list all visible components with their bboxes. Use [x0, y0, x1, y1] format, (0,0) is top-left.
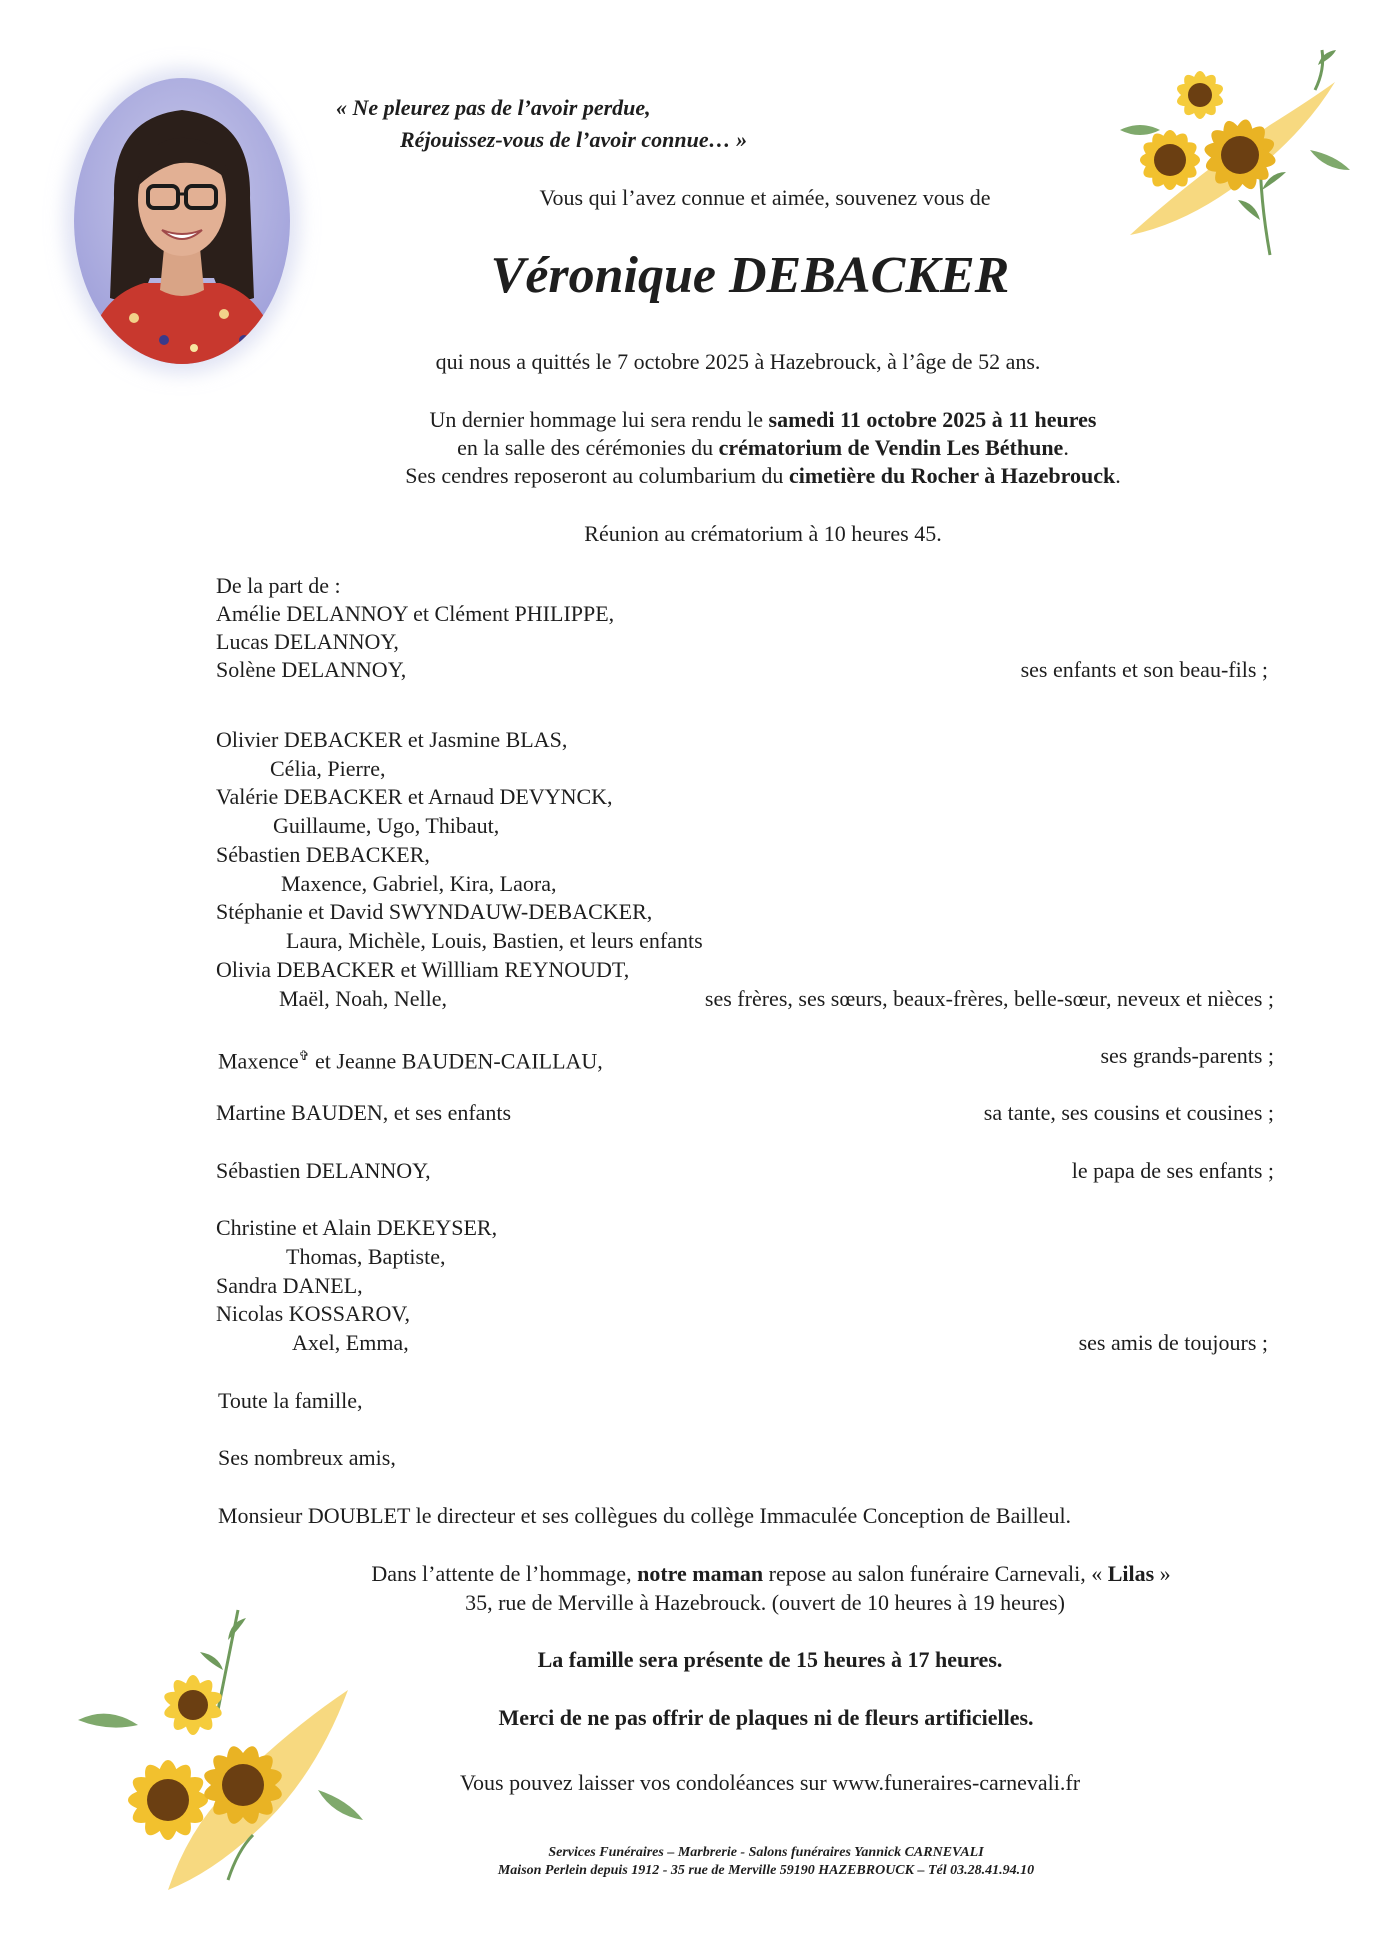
friend-1: Christine et Alain DEKEYSER, [216, 1215, 498, 1240]
ceremony-line-2-suffix: . [1063, 435, 1069, 460]
sibling-4: Stéphanie et David SWYNDAUW-DEBACKER, [216, 899, 653, 924]
aunt: Martine BAUDEN, et ses enfants [216, 1100, 512, 1125]
grandparent-name: Maxence [218, 1048, 299, 1074]
ceremony-line-2 [0, 434, 1378, 462]
deceased-name: Véronique DEBACKER [490, 247, 1010, 304]
ceremony-date: samedi 11 octobre 2025 à 11 heures [768, 407, 1097, 432]
salon-mid: repose au salon funéraire Carnevali, « [768, 1561, 1103, 1586]
salon-line-1 [0, 1560, 1378, 1588]
quote-line-1: « Ne pleurez pas de l’avoir perdue, [336, 95, 651, 120]
salon-room: Lilas [1107, 1561, 1155, 1586]
salon-line-2: 35, rue de Merville à Hazebrouck. (ouvert de 10 heures à 19 heures) [465, 1590, 1065, 1615]
salon-mother: notre maman [637, 1561, 764, 1586]
meeting-time: Réunion au crématorium à 10 heures 45. [584, 521, 942, 546]
sibling-1: Olivier DEBACKER et Jasmine BLAS, [216, 727, 568, 752]
sibling-2: Valérie DEBACKER et Arnaud DEVYNCK, [216, 784, 613, 809]
no-plaques-notice: Merci de ne pas offrir de plaques ni de fleurs artificielles. [498, 1705, 1034, 1730]
condolences-notice: Vous pouvez laisser vos condoléances sur www.funeraires-carnevali.fr [459, 1770, 1081, 1795]
ceremony-line-3 [0, 462, 1378, 490]
footer-line-1: Services Funéraires – Marbrerie - Salons funéraires Yannick CARNEVALI [548, 1845, 984, 1860]
sibling-1-children: Célia, Pierre, [270, 756, 386, 781]
intro-text: Vous qui l’avez connue et aimée, souvenez vous de [539, 185, 991, 210]
sibling-3: Sébastien DEBACKER, [216, 842, 430, 867]
footer-line-2: Maison Perlein depuis 1912 - 35 rue de Merville 59190 HAZEBROUCK – Tél 03.28.41.94.10 [497, 1863, 1035, 1878]
friend-2: Sandra DANEL, [216, 1273, 363, 1298]
cemetery-name: cimetière du Rocher à Hazebrouck [788, 463, 1116, 488]
father-role: le papa de ses enfants ; [1071, 1158, 1274, 1183]
ceremony-line-3-suffix: . [1115, 463, 1121, 488]
children-role: ses enfants et son beau-fils ; [1020, 657, 1268, 682]
portrait-illustration [74, 78, 290, 364]
friend-3-children: Axel, Emma, [292, 1330, 409, 1355]
grandparents-role: ses grands-parents ; [1100, 1043, 1274, 1068]
father-of-children: Sébastien DELANNOY, [216, 1158, 431, 1183]
portrait-photo [74, 78, 290, 364]
ceremony-line-2-prefix: en la salle des cérémonies du [457, 435, 714, 460]
salon-suffix: » [1159, 1561, 1171, 1586]
sunflower-bouquet-top-illustration [1110, 30, 1350, 260]
quote-line-2: Réjouissez-vous de l’avoir connue… » [400, 127, 748, 152]
cross-icon: ✞ [298, 1048, 310, 1063]
friends-role: ses amis de toujours ; [1078, 1330, 1268, 1355]
aunt-role: sa tante, ses cousins et cousines ; [983, 1100, 1274, 1125]
presence-hours: La famille sera présente de 15 heures à 17 heures. [537, 1647, 1003, 1672]
grandparents-rest: et Jeanne BAUDEN-CAILLAU, [315, 1048, 603, 1074]
ceremony-place: crématorium de Vendin Les Béthune [718, 435, 1064, 460]
siblings-role: ses frères, ses sœurs, beaux-frères, belle-sœur, neveux et nièces ; [704, 986, 1274, 1011]
family-header: De la part de : [216, 573, 341, 598]
ceremony-line-1 [0, 406, 1378, 434]
child-2: Lucas DELANNOY, [216, 629, 399, 654]
college-colleagues: Monsieur DOUBLET le directeur et ses collègues du collège Immaculée Conception de Bailleul. [218, 1503, 1072, 1528]
sibling-4-children: Laura, Michèle, Louis, Bastien, et leurs enfants [286, 928, 703, 953]
sibling-2-children: Guillaume, Ugo, Thibaut, [273, 813, 500, 838]
death-notice: qui nous a quittés le 7 octobre 2025 à Hazebrouck, à l’âge de 52 ans. [435, 349, 1041, 374]
ceremony-line-1-prefix: Un dernier hommage lui sera rendu le [429, 407, 764, 432]
sibling-3-children: Maxence, Gabriel, Kira, Laora, [281, 871, 557, 896]
ceremony-line-3-prefix: Ses cendres reposeront au columbarium du [405, 463, 784, 488]
sibling-5: Olivia DEBACKER et Willliam REYNOUDT, [216, 957, 630, 982]
salon-prefix: Dans l’attente de l’hommage, [371, 1561, 632, 1586]
child-1: Amélie DELANNOY et Clément PHILIPPE, [216, 601, 615, 626]
friend-3: Nicolas KOSSAROV, [216, 1301, 410, 1326]
child-3: Solène DELANNOY, [216, 657, 407, 682]
friend-1-children: Thomas, Baptiste, [286, 1244, 446, 1269]
grandparents [218, 1042, 603, 1075]
sibling-5-children: Maël, Noah, Nelle, [279, 986, 447, 1011]
many-friends: Ses nombreux amis, [218, 1445, 396, 1470]
whole-family: Toute la famille, [218, 1388, 363, 1413]
